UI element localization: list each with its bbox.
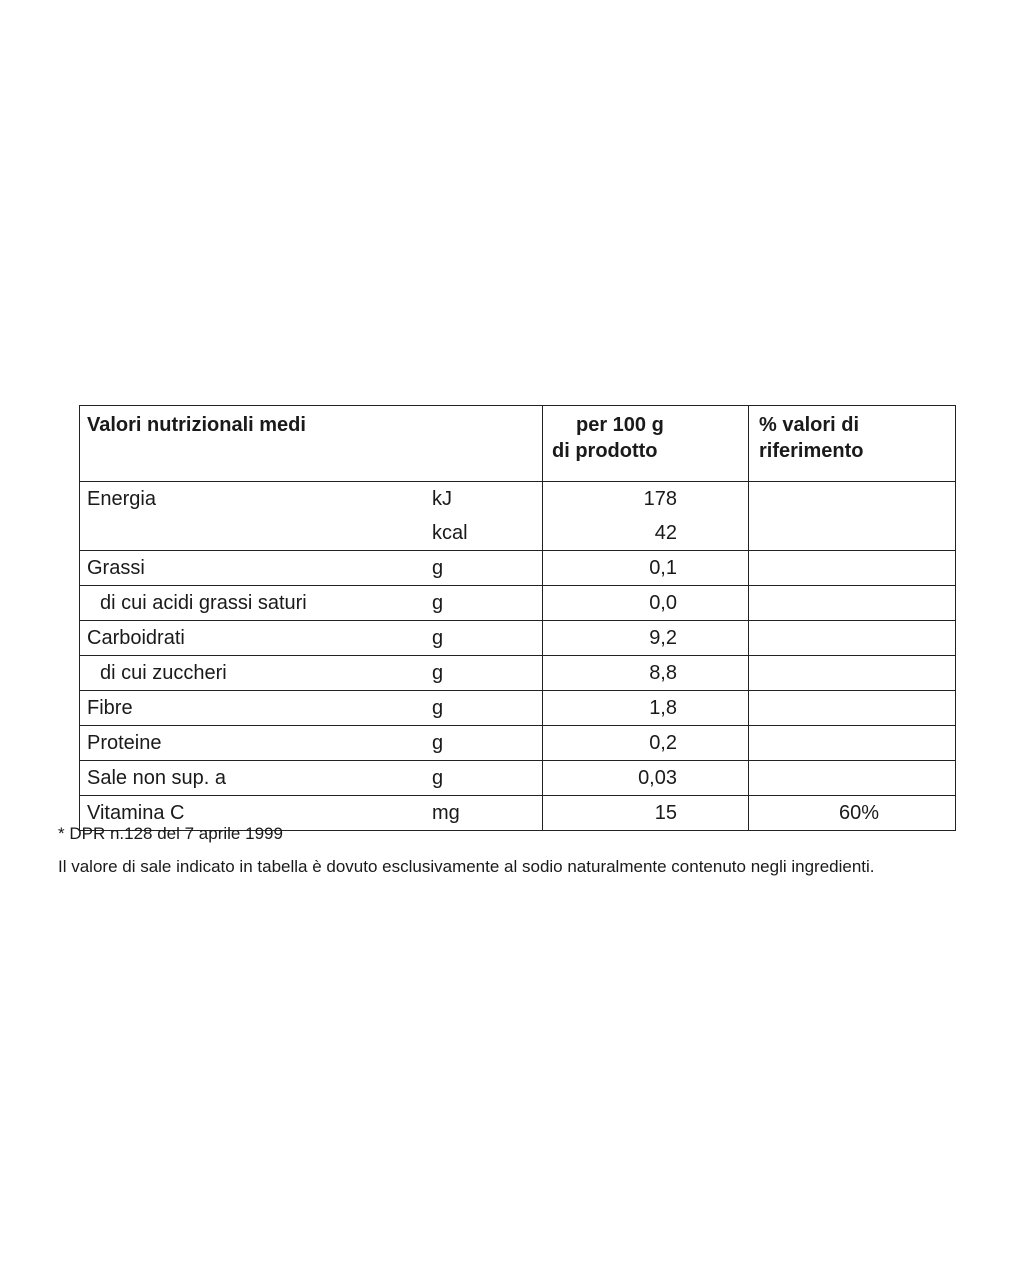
table-row (80, 551, 956, 586)
table-header-row (80, 406, 956, 482)
nutrient-value: 15 (654, 801, 677, 824)
nutrient-name: Carboidrati (87, 626, 185, 649)
table-row-energy (80, 482, 956, 551)
nutrient-unit: g (432, 556, 444, 579)
table-row (80, 586, 956, 621)
salt-note: Il valore di sale indicato in tabella è dovuto esclusivamente al sodio naturalmente contenuto negli ingredienti. (58, 857, 875, 876)
nutrient-value-cell (543, 761, 749, 796)
nutrient-unit: g (432, 696, 444, 719)
nutrient-unit: g (432, 591, 444, 614)
nutrient-value-cell (543, 551, 749, 586)
nutrient-value: 0,0 (649, 591, 677, 614)
table-row (80, 691, 956, 726)
nutrient-value-cell (543, 656, 749, 691)
nutrition-table (79, 405, 956, 831)
header-per-100g-line1: per 100 g (576, 414, 664, 436)
energy-name-cell (80, 482, 543, 551)
header-reference-line2: riferimento (759, 440, 864, 462)
header-nutrient-label: Valori nutrizionali medi (87, 414, 306, 436)
nutrient-value: 0,1 (649, 556, 677, 579)
nutrient-name-cell (80, 586, 543, 621)
header-reference-line1: % valori di (759, 414, 860, 436)
nutrient-rows (80, 551, 956, 831)
nutrient-unit: g (432, 661, 444, 684)
value-kj: 178 (643, 487, 677, 510)
header-per-100g-line2: di prodotto (552, 440, 658, 462)
energy-ref-cell (749, 482, 956, 551)
nutrient-ref-cell (749, 621, 956, 656)
nutrient-ref-cell (749, 551, 956, 586)
nutrient-name-cell (80, 621, 543, 656)
nutrient-value-cell (543, 691, 749, 726)
nutrient-name-cell (80, 761, 543, 796)
nutrient-ref-cell (749, 586, 956, 621)
unit-kj: kJ (432, 487, 452, 510)
nutrient-name-cell (80, 551, 543, 586)
nutrient-ref-cell (749, 691, 956, 726)
table-row (80, 656, 956, 691)
nutrient-name: Vitamina C (87, 801, 185, 824)
nutrient-name: di cui acidi grassi saturi (100, 591, 307, 614)
nutrient-unit: mg (432, 801, 460, 824)
nutrient-name-cell (80, 656, 543, 691)
nutrient-value: 0,03 (638, 766, 677, 789)
footnote: * DPR n.128 del 7 aprile 1999 (58, 824, 283, 843)
nutrient-value: 1,8 (649, 696, 677, 719)
nutrient-name: di cui zuccheri (100, 661, 227, 684)
table-row (80, 761, 956, 796)
nutrient-unit: g (432, 766, 444, 789)
nutrient-value: 9,2 (649, 626, 677, 649)
nutrient-unit: g (432, 731, 444, 754)
nutrient-ref-cell (749, 796, 956, 831)
unit-kcal: kcal (432, 521, 468, 544)
nutrient-ref-cell (749, 726, 956, 761)
nutrient-name: Sale non sup. a (87, 766, 226, 789)
value-kcal: 42 (654, 521, 677, 544)
header-nutrient (80, 406, 543, 482)
nutrient-ref: 60% (838, 801, 880, 824)
nutrient-value-cell (543, 726, 749, 761)
nutrient-name: Energia (87, 487, 156, 510)
nutrient-name: Grassi (87, 556, 145, 579)
nutrient-ref-cell (749, 656, 956, 691)
table-row (80, 621, 956, 656)
header-per-100g (543, 406, 749, 482)
nutrient-name-cell (80, 691, 543, 726)
header-reference (749, 406, 956, 482)
nutrient-unit: g (432, 626, 444, 649)
nutrient-name: Fibre (87, 696, 133, 719)
nutrient-value: 0,2 (649, 731, 677, 754)
nutrient-value: 8,8 (649, 661, 677, 684)
nutrient-value-cell (543, 796, 749, 831)
nutrient-name: Proteine (87, 731, 162, 754)
nutrient-value-cell (543, 621, 749, 656)
nutrient-ref-cell (749, 761, 956, 796)
nutrient-name-cell (80, 726, 543, 761)
energy-value-cell (543, 482, 749, 551)
nutrient-value-cell (543, 586, 749, 621)
table-row (80, 726, 956, 761)
